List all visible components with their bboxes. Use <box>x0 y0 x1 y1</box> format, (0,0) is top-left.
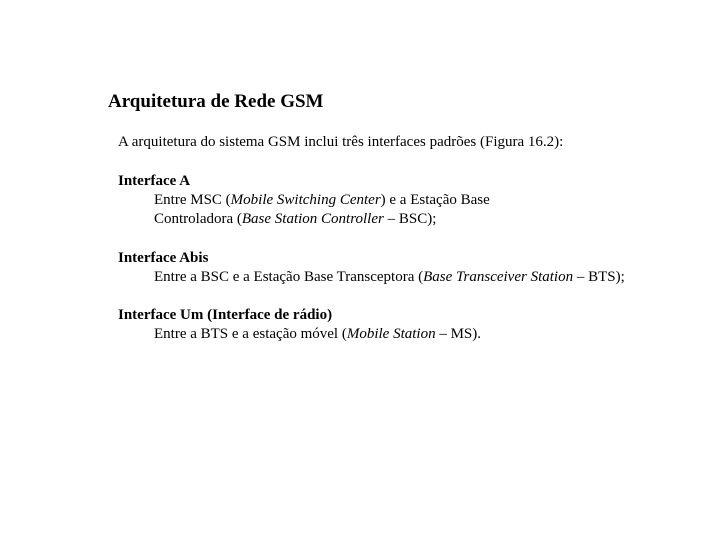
section-description-line <box>118 191 490 210</box>
text-run: Controladora ( <box>154 211 242 227</box>
section-description-line <box>118 325 481 344</box>
text-run: Entre a BTS e a estação móvel ( <box>154 326 347 342</box>
section-interface-abis <box>118 249 625 287</box>
section-description-line <box>118 210 490 229</box>
text-run: Entre a BSC e a Estação Base Transceptora ( <box>154 269 424 285</box>
intro-paragraph: A arquitetura do sistema GSM inclui três interfaces padrões (Figura 16.2): <box>118 134 564 150</box>
italic-term: Base Station Controller <box>241 211 384 227</box>
section-heading: Interface A <box>118 173 191 189</box>
italic-term: Mobile Switching Center <box>230 192 381 208</box>
section-heading: Interface Abis <box>118 250 209 266</box>
text-run: – BTS); <box>573 269 625 285</box>
text-run: Entre MSC ( <box>154 192 231 208</box>
section-interface-um <box>118 306 481 344</box>
section-description-line <box>118 268 625 287</box>
italic-term: Base Transceiver Station <box>423 269 574 285</box>
text-run: ) e a Estação Base <box>380 192 490 208</box>
section-heading: Interface Um (Interface de rádio) <box>118 307 333 323</box>
text-run: – BSC); <box>383 211 437 227</box>
page-title: Arquitetura de Rede GSM <box>108 91 324 112</box>
text-run: – MS). <box>435 326 482 342</box>
section-interface-a <box>118 172 490 229</box>
italic-term: Mobile Station <box>346 326 436 342</box>
